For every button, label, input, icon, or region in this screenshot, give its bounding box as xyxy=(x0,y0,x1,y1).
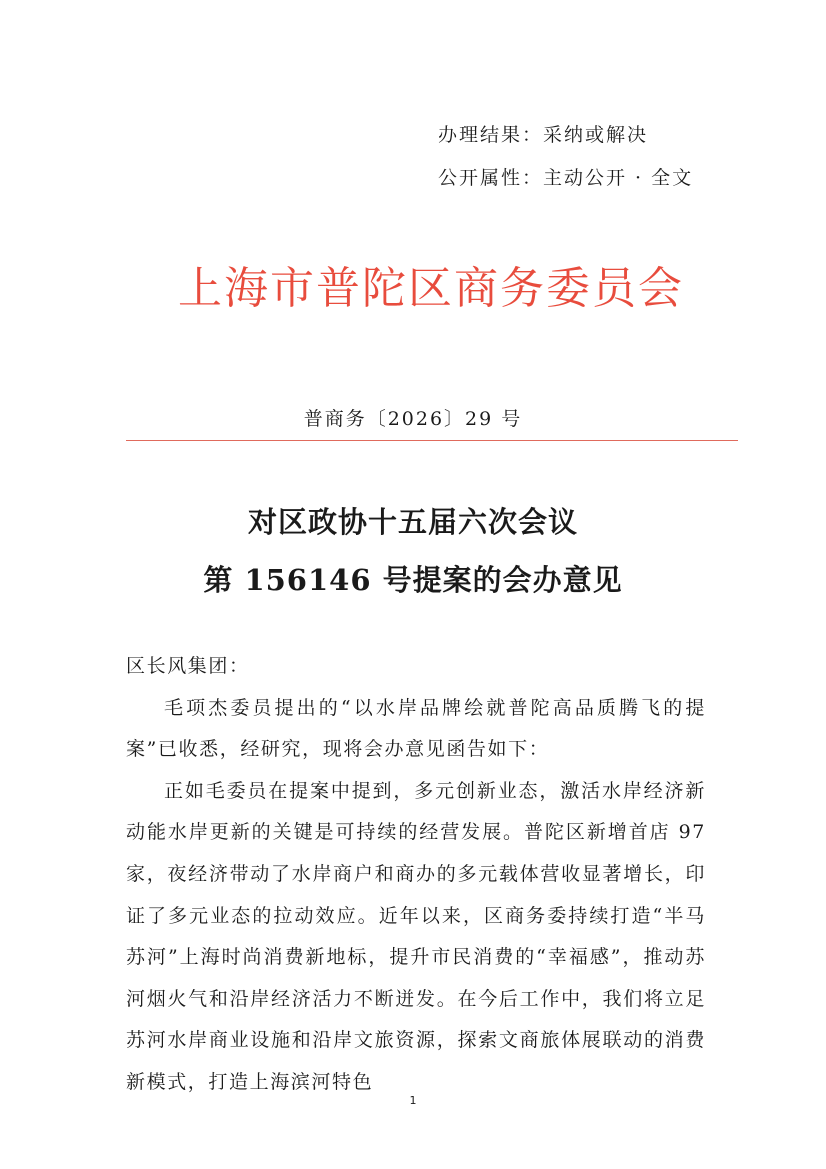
body-paragraph-2: 正如毛委员在提案中提到，多元创新业态，激活水岸经济新动能水岸更新的关键是可持续的经营发展。普陀区新增首店 97 家，夜经济带动了水岸商户和商办的多元载体营收显著增长，印证了多元业态的拉动效应。近年以来，区商务委持续打造“半马苏河”上海时尚消费新地标，提升市民消费的“幸福感”，推动苏河烟火气和沿岸经济活力不断迸发。在今后工作中，我们将立足苏河水岸商业设施和沿岸文旅资源，探索文商旅体展联动的消费新模式，打造上海滨河特色 xyxy=(126,779,706,1093)
document-title-line-2: 第 156146 号提案的会办意见 xyxy=(203,563,623,597)
page-number: 1 xyxy=(409,1094,417,1107)
disclosure-attribute: 公开属性：主动公开 · 全文 xyxy=(438,167,694,189)
red-separator-line xyxy=(126,440,738,441)
document-title-line-1: 对区政协十五届六次会议 xyxy=(247,505,578,539)
salutation: 区长风集团： xyxy=(126,655,250,677)
document-number: 普商务〔2026〕29 号 xyxy=(303,408,523,430)
issuing-organization: 上海市普陀区商务委员会 xyxy=(178,263,684,314)
body-paragraph-1: 毛项杰委员提出的“以水岸品牌绘就普陀高品质腾飞的提案”已收悉，经研究，现将会办意见函告如下： xyxy=(126,696,706,761)
handling-result: 办理结果：采纳或解决 xyxy=(438,124,649,146)
document-body xyxy=(126,646,706,1104)
